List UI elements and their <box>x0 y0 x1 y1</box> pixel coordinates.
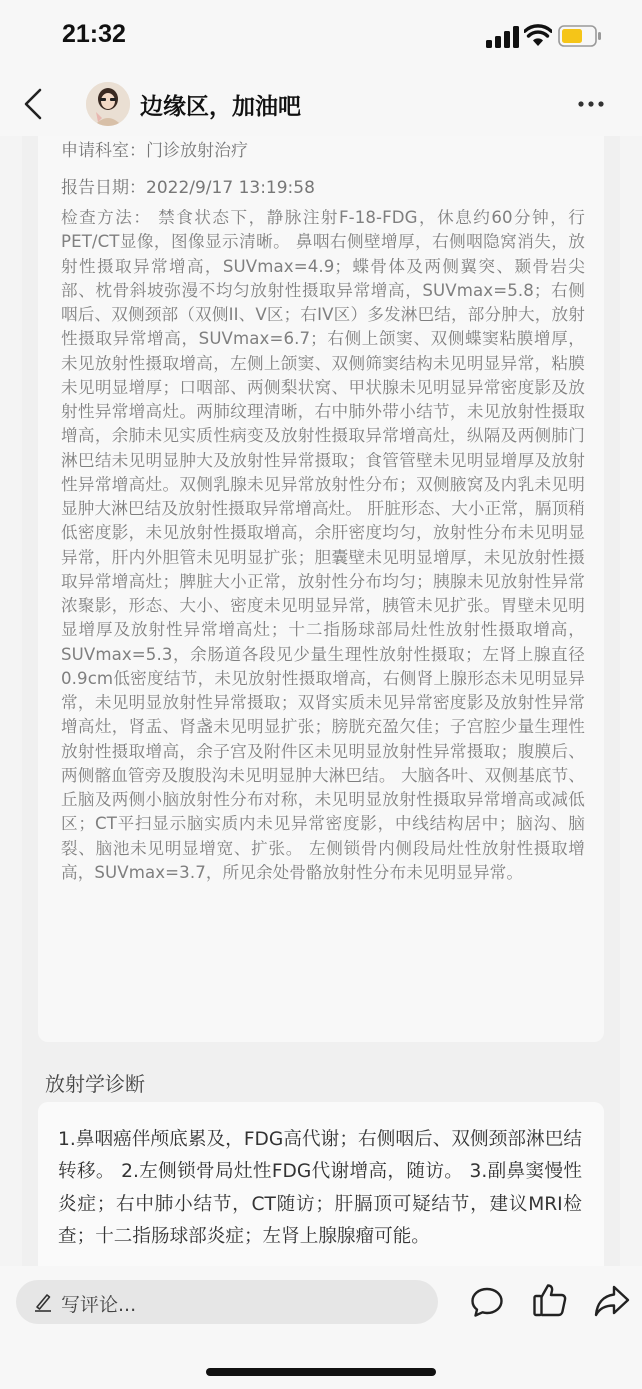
page-title: 边缘区，加油吧 <box>140 94 301 120</box>
status-bar <box>0 0 642 72</box>
exam-method-text: 检查方法： 禁食状态下，静脉注射F-18-FDG，休息约60分钟，行PET/CT显像，图像显示清晰。 鼻咽右侧壁增厚，右侧咽隐窝消失，放射性摄取异常增高，SUVmax=4.9；蝶骨体及两侧翼突、颞骨岩尖部、枕骨斜坡弥漫不均匀放射性摄取异常增高，SUVmax=5.8；右侧咽后、双侧颈部（双侧II、V区；右IV区）多发淋巴结，部分肿大，放射性摄取异常增高，SUVmax=6.7；右侧上颌窦、双侧蝶窦粘膜增厚，未见放射性摄取增高，左侧上颌窦、双侧筛窦结构未见明显异常，粘膜未见明显增厚；口咽部、两侧梨状窝、甲状腺未见明显异常密度影及放射性异常增高灶。两肺纹理清晰，右中肺外带小结节，未见放射性摄取增高，余肺未见实质性病变及放射性摄取异常增高灶，纵隔及两侧肺门淋巴结未见明显肿大及放射性异常摄取；食管管壁未见明显增厚及放射性异常增高灶。双侧乳腺未见异常放射性分布；双侧腋窝及内乳未见明显肿大淋巴结及放射性摄取异常增高灶。 肝脏形态、大小正常，膈顶稍低密度影，未见放射性摄取增高，余肝密度均匀，放射性分布未见明显异常，肝内外胆管未见明显扩张；胆囊壁未见明显增厚，未见放射性摄取异常增高灶；脾脏大小正常，放射性分布均匀；胰腺未见放射性异常浓聚影，形态、大小、密度未见明显异常，胰管未见扩张。胃壁未见明显增厚及放射性异常增高灶；十二指肠球部局灶性放射性摄取增高，SUVmax=5.3，余肠道各段见少量生理性放射性摄取；左肾上腺直径0.9cm低密度结节，未见放射性摄取增高，右侧肾上腺形态未见明显异常，未见明显放射性异常摄取；双肾实质未见异常密度影及放射性异常增高灶，肾盂、肾盏未见明显扩张；膀胱充盈欠佳；子宫腔少量生理性放射性摄取增高，余子宫及附件区未见明显放射性异常摄取；腹膜后、两侧髂血管旁及腹股沟未见明显肿大淋巴结。 大脑各叶、双侧基底节、丘脑及两侧小脑放射性分布对称，未见明显放射性摄取异常增高或减低区；CT平扫显示脑实质内未见异常密度影，中线结构居中；脑沟、脑裂、脑池未见明显增宽、扩张。 左侧锁骨内侧段局灶性放射性摄取增高，SUVmax=3.7，所见余处骨骼放射性分布未见明显异常。 <box>61 208 585 882</box>
comment-input[interactable] <box>16 1280 438 1324</box>
wifi-icon <box>524 24 552 48</box>
diagnosis-text: 1.鼻咽癌伴颅底累及，FDG高代谢；右侧咽后、双侧颈部淋巴结转移。 2.左侧锁骨局灶性FDG代谢增高，随访。 3.副鼻窦慢性炎症；右中肺小结节，CT随访；肝膈顶可疑结节，建议MRI检查；十二指肠球部炎症；左肾上腺腺瘤可能。 <box>58 1129 582 1247</box>
share-arrow-icon[interactable] <box>594 1284 630 1318</box>
request-department: 申请科室：门诊放射治疗 <box>61 141 248 161</box>
comment-bubble-icon[interactable] <box>470 1286 504 1318</box>
home-indicator <box>206 1368 436 1376</box>
report-date: 报告日期：2022/9/17 13:19:58 <box>61 178 315 198</box>
status-time: 21:32 <box>62 20 126 48</box>
report-card <box>38 136 604 1042</box>
diagnosis-heading: 放射学诊断 <box>45 1072 145 1096</box>
bottom-action-bar <box>0 1266 642 1389</box>
more-horizontal-icon[interactable] <box>577 94 605 114</box>
pencil-icon <box>34 1292 52 1312</box>
post-content <box>22 136 620 1266</box>
diagnosis-card <box>38 1102 604 1266</box>
nav-bar <box>0 72 642 136</box>
avatar[interactable] <box>86 82 130 126</box>
avatar-illustration <box>86 82 130 126</box>
cellular-signal-icon <box>486 26 520 48</box>
chevron-left-icon[interactable] <box>20 86 46 122</box>
battery-icon <box>558 25 602 47</box>
thumbs-up-icon[interactable] <box>532 1282 568 1318</box>
comment-placeholder: 写评论... <box>61 1294 137 1316</box>
